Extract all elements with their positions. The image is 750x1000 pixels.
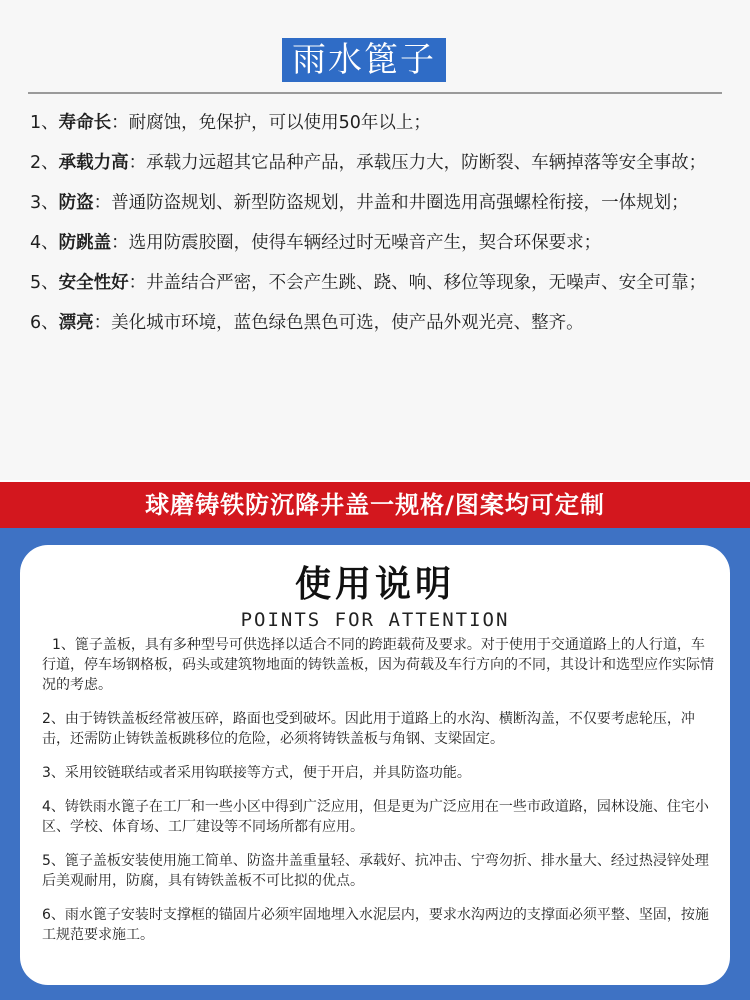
feature-label: 承载力高: [58, 153, 129, 173]
page-title: 雨水篦子: [282, 38, 446, 82]
feature-text: ：普通防盗规划、新型防盗规划，井盖和井圈选用高强螺栓衔接，一体规划；: [93, 193, 689, 213]
feature-label: 漂亮: [58, 313, 94, 333]
feature-text: ：井盖结合严密，不会产生跳、跷、响、移位等现象，无噪声、安全可靠；: [128, 273, 707, 293]
feature-label: 安全性好: [58, 273, 129, 293]
feature-label: 防跳盖: [58, 233, 112, 253]
title-divider: [28, 92, 722, 94]
instruction-item: 6、雨水篦子安装时支撑框的锚固片必须牢固地埋入水泥层内，要求水沟两边的支撑面必须平整、坚固，按施工规范要求施工。: [42, 907, 709, 943]
instructions-card: [20, 545, 730, 985]
feature-text: ：美化城市环境，蓝色绿色黑色可选，使产品外观光亮、整齐。: [93, 313, 584, 333]
instruction-item: 5、篦子盖板安装使用施工简单、防盗井盖重量轻、承载好、抗冲击、宁弯勿折、排水量大、经过热浸锌处理后美观耐用，防腐，具有铸铁盖板不可比拟的优点。: [42, 853, 709, 889]
feature-item: 1、寿命长：耐腐蚀，免保护，可以使用50年以上；: [30, 113, 431, 133]
feature-item: 2、承载力高：承载力远超其它品种产品，承载压力大，防断裂、车辆掉落等安全事故；: [30, 153, 707, 173]
feature-label: 防盗: [58, 193, 94, 213]
feature-item: 3、防盗：普通防盗规划、新型防盗规划，井盖和井圈选用高强螺栓衔接，一体规划；: [30, 193, 689, 213]
product-features-section: [0, 0, 750, 480]
instructions-title: 使用说明: [294, 564, 455, 605]
instructions-subtitle: POINTS FOR ATTENTION: [240, 609, 510, 631]
feature-text: ：耐腐蚀，免保护，可以使用50年以上；: [111, 113, 431, 133]
instruction-item: 2、由于铸铁盖板经常被压碎，路面也受到破坏。因此用于道路上的水沟、横断沟盖，不仅要考虑轮压，冲击，还需防止铸铁盖板跳移位的危险，必须将铸铁盖板与角钢、支梁固定。: [42, 711, 695, 747]
feature-list: [30, 112, 720, 335]
feature-item: 5、安全性好：井盖结合严密，不会产生跳、跷、响、移位等现象，无噪声、安全可靠；: [30, 273, 707, 293]
feature-text: ：选用防震胶圈，使得车辆经过时无噪音产生，契合环保要求；: [111, 233, 602, 253]
feature-item: 4、防跳盖：选用防震胶圈，使得车辆经过时无噪音产生，契合环保要求；: [30, 233, 602, 253]
feature-text: ：承载力远超其它品种产品，承载压力大，防断裂、车辆掉落等安全事故；: [128, 153, 707, 173]
instruction-item: 1、篦子盖板，具有多种型号可供选择以适合不同的跨距载荷及要求。对于使用于交通道路上的人行道，车行道，停车场钢格板，码头或建筑物地面的铸铁盖板，因为荷载及车行方向的不同，其设计和选型应作实际情况的考虑。: [42, 637, 714, 693]
customization-banner: 球磨铸铁防沉降井盖一规格/图案均可定制: [0, 482, 750, 528]
feature-label: 寿命长: [58, 113, 112, 133]
instruction-item: 4、铸铁雨水篦子在工厂和一些小区中得到广泛应用，但是更为广泛应用在一些市政道路，园林设施、住宅小区、学校、体育场、工厂建设等不同场所都有应用。: [42, 799, 709, 835]
instruction-item: 3、采用铰链联结或者采用钩联接等方式，便于开启，并具防盗功能。: [42, 765, 471, 781]
instructions-list: [42, 635, 714, 945]
feature-item: 6、漂亮：美化城市环境，蓝色绿色黑色可选，使产品外观光亮、整齐。: [30, 313, 584, 333]
